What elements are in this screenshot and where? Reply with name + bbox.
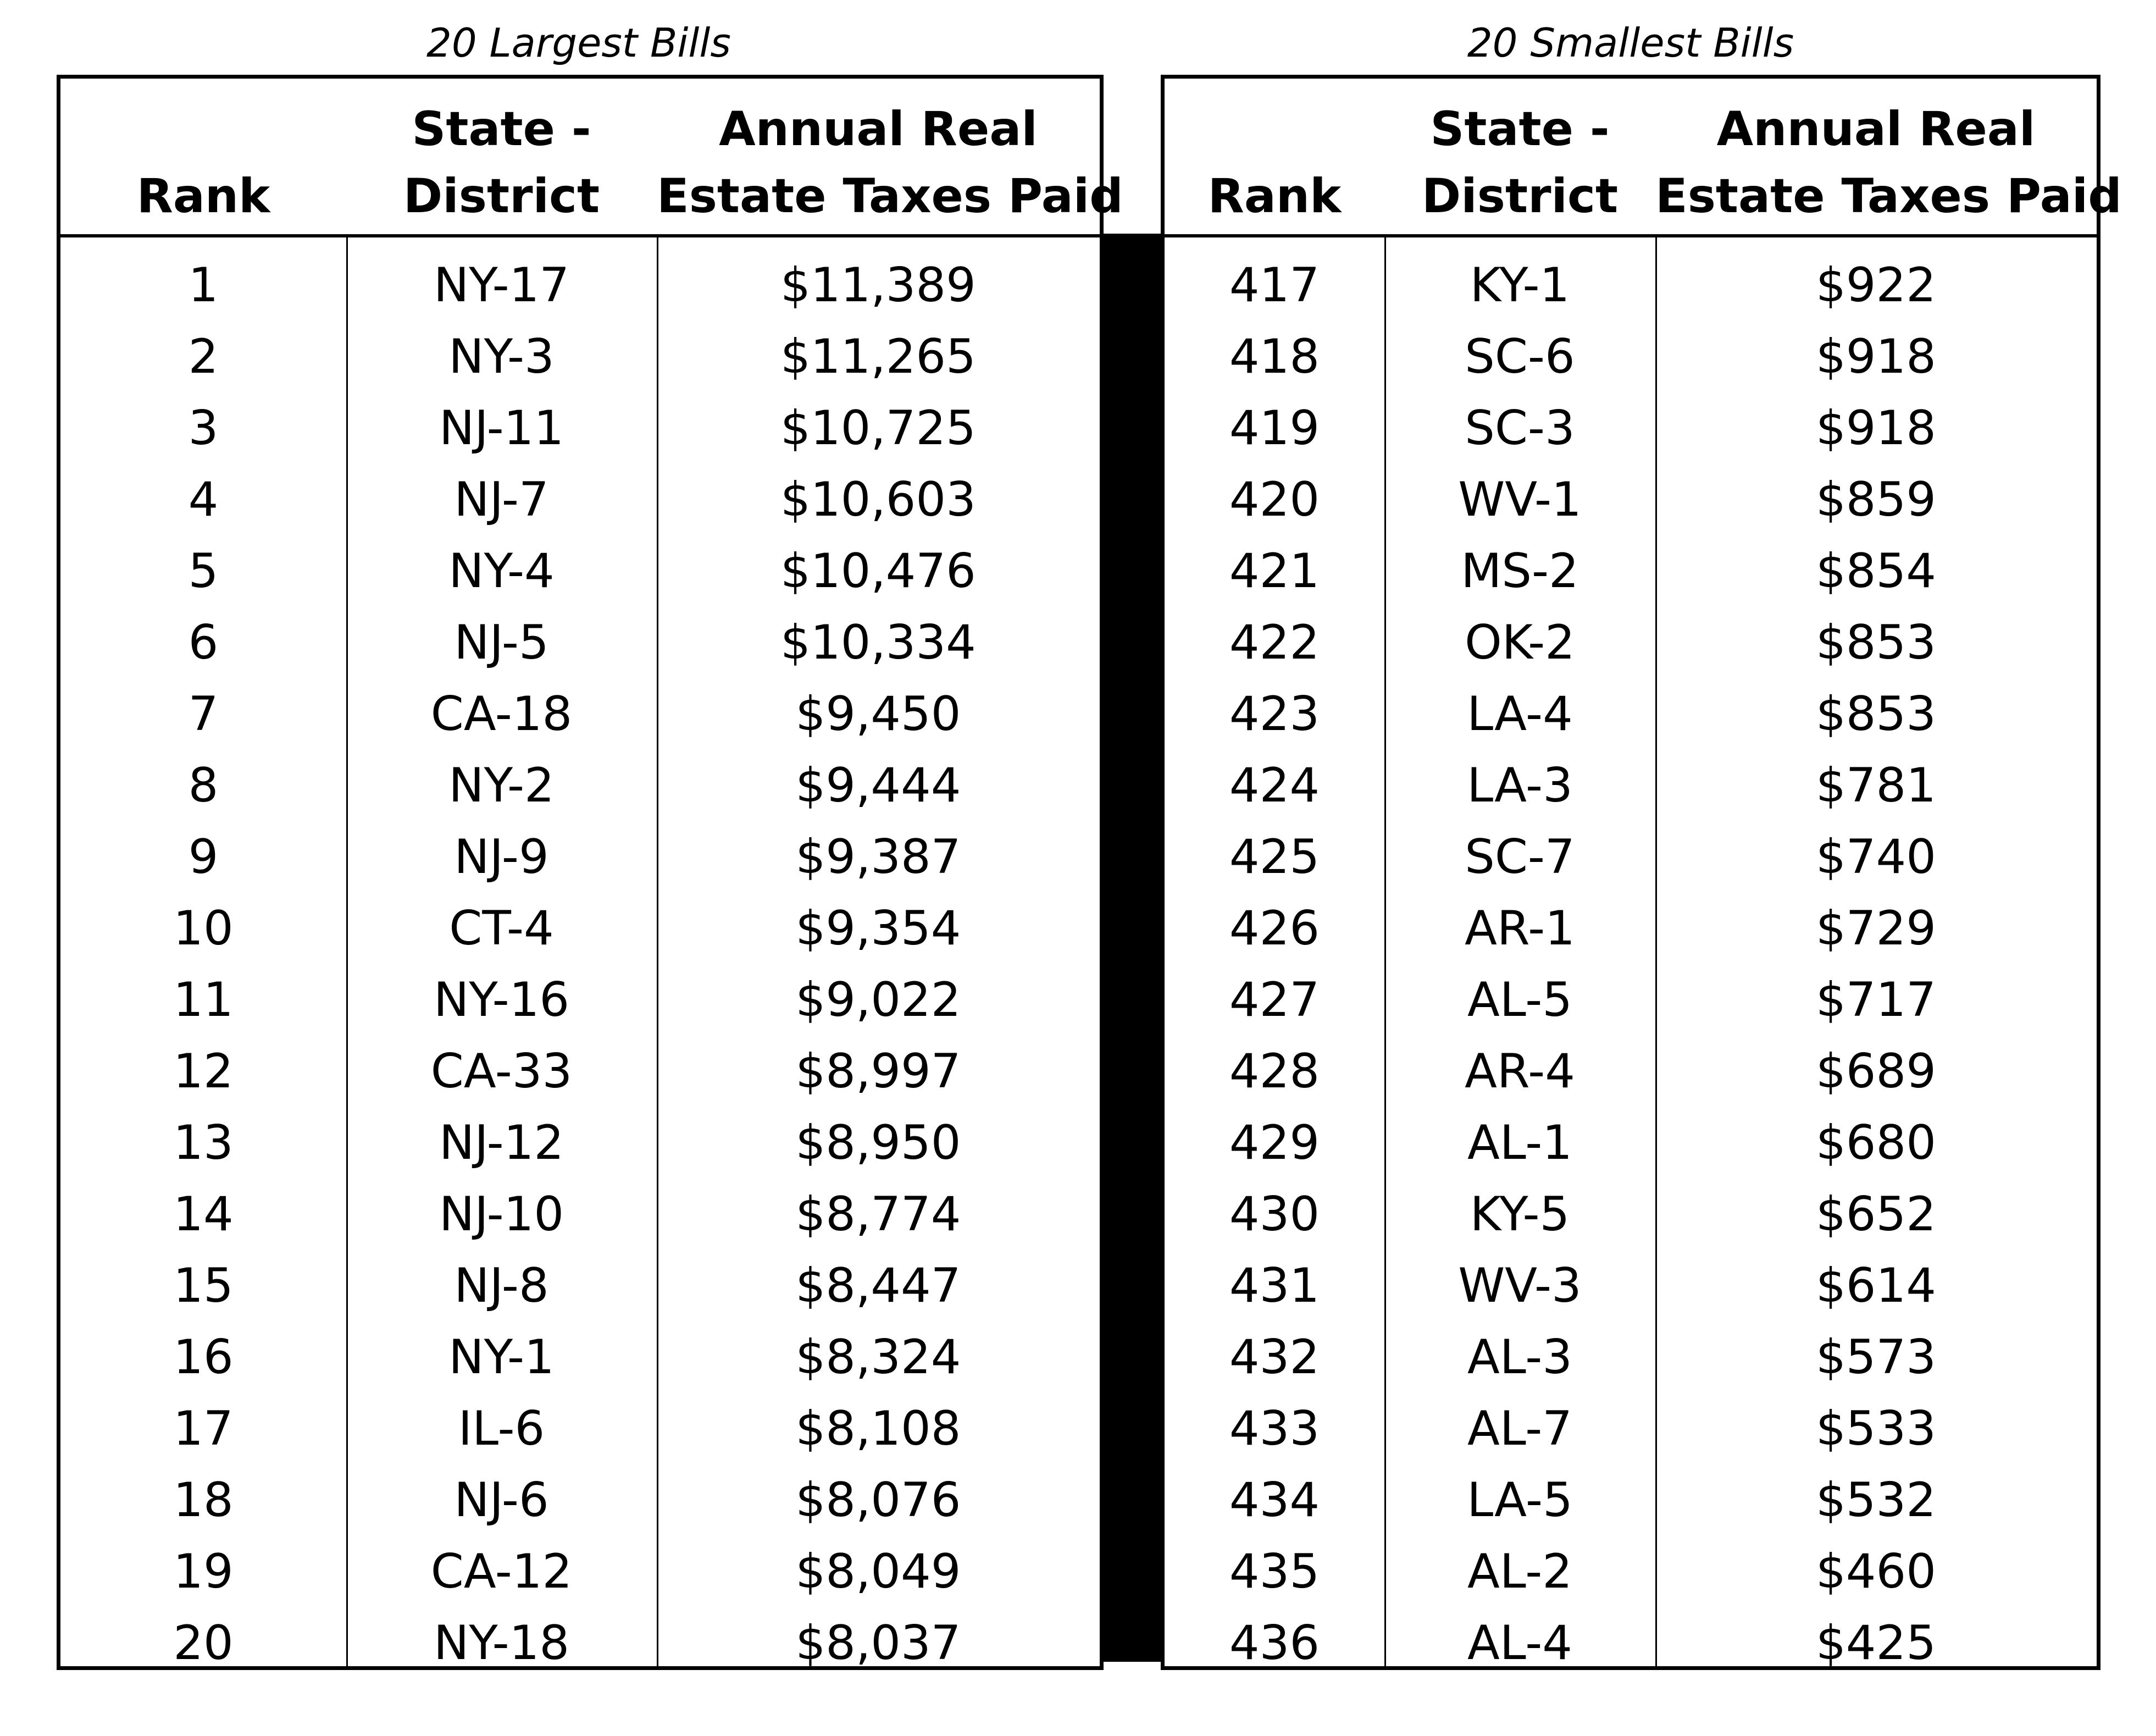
- table-separator-bar: [1104, 234, 1161, 1662]
- taxes-cell: $853: [1816, 615, 1936, 670]
- table-row: [1165, 1393, 2097, 1464]
- table-row: [60, 464, 1100, 535]
- district-cell: CA-18: [430, 687, 573, 742]
- district-cell: AL-4: [1467, 1616, 1572, 1671]
- largest-table-header: [60, 79, 1123, 237]
- taxes-cell: $614: [1816, 1258, 1936, 1313]
- rank-cell: 434: [1229, 1473, 1320, 1528]
- table-row: [1165, 1464, 2097, 1536]
- taxes-cell: $8,108: [795, 1401, 961, 1456]
- taxes-cell: $10,603: [780, 472, 976, 527]
- rank-cell: 17: [173, 1401, 234, 1456]
- taxes-cell: $853: [1816, 687, 1936, 742]
- rank-cell: 3: [188, 401, 219, 456]
- taxes-cell: $9,444: [795, 758, 961, 813]
- district-cell: AL-2: [1467, 1544, 1572, 1599]
- rank-cell: 9: [188, 830, 219, 884]
- largest-bills-caption: 20 Largest Bills: [426, 20, 731, 66]
- table-row: [60, 1036, 1100, 1107]
- table-row: [1165, 1536, 2097, 1607]
- rank-cell: 7: [188, 687, 219, 742]
- district-cell: CA-33: [430, 1044, 573, 1099]
- table-row: [1165, 250, 2097, 321]
- taxes-cell: $573: [1816, 1330, 1936, 1385]
- rank-header-label: Rank: [136, 169, 270, 224]
- district-cell: NJ-10: [439, 1187, 564, 1242]
- taxes-cell: $10,334: [780, 615, 976, 670]
- taxes-cell: $922: [1816, 258, 1936, 313]
- district-cell: NJ-12: [439, 1115, 564, 1170]
- district-header: [1384, 79, 1655, 234]
- rank-cell: 432: [1229, 1330, 1320, 1385]
- table-row: [60, 1250, 1100, 1322]
- taxes-cell: $9,387: [795, 830, 961, 884]
- taxes-cell: $781: [1816, 758, 1936, 813]
- table-row: [1165, 321, 2097, 392]
- rank-cell: 6: [188, 615, 219, 670]
- district-cell: NJ-9: [454, 830, 549, 884]
- rank-cell: 431: [1229, 1258, 1320, 1313]
- table-row: [1165, 1322, 2097, 1393]
- table-row: [60, 321, 1100, 392]
- table-row: [60, 392, 1100, 464]
- taxes-cell: $532: [1816, 1473, 1936, 1528]
- smallest-table-header: [1165, 79, 2122, 237]
- district-header-line1: State -: [412, 102, 591, 157]
- table-row: [60, 893, 1100, 964]
- taxes-cell: $11,265: [780, 329, 976, 384]
- largest-bills-table: [57, 75, 1123, 1671]
- rank-cell: 433: [1229, 1401, 1320, 1456]
- district-cell: AL-7: [1467, 1401, 1572, 1456]
- table-row: [1165, 392, 2097, 464]
- district-cell: NY-17: [433, 258, 570, 313]
- table-row: [1165, 750, 2097, 821]
- taxes-header: [657, 79, 1123, 234]
- table-row: [60, 750, 1100, 821]
- rank-cell: 18: [173, 1473, 234, 1528]
- rank-cell: 421: [1229, 544, 1320, 599]
- smallest-bills-caption: 20 Smallest Bills: [1467, 20, 1794, 66]
- table-row: [60, 1464, 1100, 1536]
- taxes-cell: $8,447: [795, 1258, 961, 1313]
- district-cell: AL-1: [1467, 1115, 1572, 1170]
- table-row: [1165, 607, 2097, 678]
- district-header-line2: District: [1421, 169, 1619, 224]
- taxes-cell: $918: [1816, 329, 1936, 384]
- rank-header-label: Rank: [1207, 169, 1342, 224]
- district-cell: AL-5: [1467, 972, 1572, 1027]
- taxes-cell: $533: [1816, 1401, 1936, 1456]
- district-cell: NY-16: [433, 972, 570, 1027]
- district-cell: KY-5: [1470, 1187, 1570, 1242]
- rank-cell: 14: [173, 1187, 234, 1242]
- table-row: [1165, 1179, 2097, 1250]
- district-cell: CT-4: [449, 901, 554, 956]
- table-row: [60, 1607, 1100, 1679]
- district-cell: NY-3: [448, 329, 555, 384]
- table-row: [1165, 1607, 2097, 1679]
- district-cell: NY-2: [448, 758, 555, 813]
- table-row: [1165, 964, 2097, 1036]
- taxes-cell: $8,076: [795, 1473, 961, 1528]
- rank-cell: 426: [1229, 901, 1320, 956]
- rank-cell: 8: [188, 758, 219, 813]
- district-cell: OK-2: [1465, 615, 1575, 670]
- taxes-cell: $918: [1816, 401, 1936, 456]
- rank-cell: 436: [1229, 1616, 1320, 1671]
- rank-cell: 417: [1229, 258, 1320, 313]
- taxes-cell: $9,450: [795, 687, 961, 742]
- rank-cell: 2: [188, 329, 219, 384]
- district-cell: NJ-7: [454, 472, 549, 527]
- rank-cell: 419: [1229, 401, 1320, 456]
- taxes-header-line2: Estate Taxes Paid: [1655, 169, 2122, 224]
- taxes-cell: $8,049: [795, 1544, 961, 1599]
- taxes-cell: $859: [1816, 472, 1936, 527]
- rank-cell: 430: [1229, 1187, 1320, 1242]
- taxes-cell: $8,950: [795, 1115, 961, 1170]
- district-cell: NJ-6: [454, 1473, 549, 1528]
- table-row: [1165, 535, 2097, 607]
- taxes-cell: $460: [1816, 1544, 1936, 1599]
- taxes-cell: $8,997: [795, 1044, 961, 1099]
- largest-table-body: [60, 250, 1100, 1679]
- table-row: [60, 1322, 1100, 1393]
- district-cell: NJ-11: [439, 401, 564, 456]
- taxes-cell: $854: [1816, 544, 1936, 599]
- rank-cell: 12: [173, 1044, 234, 1099]
- table-row: [60, 1107, 1100, 1179]
- taxes-header-line1: Annual Real: [1716, 102, 2036, 157]
- taxes-cell: $8,037: [795, 1616, 961, 1671]
- district-cell: SC-6: [1465, 329, 1575, 384]
- table-row: [1165, 1036, 2097, 1107]
- taxes-cell: $11,389: [780, 258, 976, 313]
- taxes-cell: $729: [1816, 901, 1936, 956]
- rank-cell: 19: [173, 1544, 234, 1599]
- rank-cell: 1: [188, 258, 219, 313]
- rank-cell: 5: [188, 544, 219, 599]
- taxes-cell: $425: [1816, 1616, 1936, 1671]
- district-cell: AR-4: [1465, 1044, 1575, 1099]
- table-row: [60, 1536, 1100, 1607]
- rank-cell: 425: [1229, 830, 1320, 884]
- table-row: [1165, 678, 2097, 750]
- district-cell: LA-3: [1467, 758, 1573, 813]
- rank-cell: 13: [173, 1115, 234, 1170]
- rank-cell: 429: [1229, 1115, 1320, 1170]
- table-row: [1165, 1107, 2097, 1179]
- district-cell: SC-3: [1465, 401, 1575, 456]
- taxes-header-line2: Estate Taxes Paid: [657, 169, 1123, 224]
- district-cell: CA-12: [430, 1544, 573, 1599]
- table-row: [1165, 893, 2097, 964]
- rank-cell: 423: [1229, 687, 1320, 742]
- taxes-cell: $652: [1816, 1187, 1936, 1242]
- table-row: [60, 1393, 1100, 1464]
- rank-cell: 418: [1229, 329, 1320, 384]
- table-row: [60, 821, 1100, 893]
- district-cell: LA-4: [1467, 687, 1573, 742]
- taxes-cell: $8,774: [795, 1187, 961, 1242]
- smallest-bills-table: [1161, 75, 2122, 1671]
- district-cell: NY-4: [448, 544, 555, 599]
- taxes-cell: $10,476: [780, 544, 976, 599]
- taxes-cell: $680: [1816, 1115, 1936, 1170]
- table-row: [60, 1179, 1100, 1250]
- rank-cell: 428: [1229, 1044, 1320, 1099]
- rank-cell: 16: [173, 1330, 234, 1385]
- district-cell: WV-3: [1458, 1258, 1582, 1313]
- district-cell: AL-3: [1467, 1330, 1572, 1385]
- district-cell: KY-1: [1470, 258, 1570, 313]
- rank-header: [60, 79, 346, 234]
- district-cell: MS-2: [1461, 544, 1579, 599]
- taxes-cell: $717: [1816, 972, 1936, 1027]
- district-header-line1: State -: [1430, 102, 1610, 157]
- table-row: [1165, 1250, 2097, 1322]
- district-cell: AR-1: [1465, 901, 1575, 956]
- taxes-cell: $9,354: [795, 901, 961, 956]
- rank-header: [1165, 79, 1384, 234]
- district-cell: NY-18: [433, 1616, 570, 1671]
- table-row: [1165, 821, 2097, 893]
- district-cell: NY-1: [448, 1330, 555, 1385]
- district-header: [346, 79, 657, 234]
- district-cell: LA-5: [1467, 1473, 1573, 1528]
- district-cell: NJ-8: [454, 1258, 549, 1313]
- table-row: [60, 678, 1100, 750]
- rank-cell: 10: [173, 901, 234, 956]
- rank-cell: 11: [173, 972, 234, 1027]
- rank-cell: 4: [188, 472, 219, 527]
- smallest-table-body: [1165, 250, 2097, 1679]
- taxes-cell: $8,324: [795, 1330, 961, 1385]
- rank-cell: 20: [173, 1616, 234, 1671]
- table-row: [1165, 464, 2097, 535]
- rank-cell: 420: [1229, 472, 1320, 527]
- rank-cell: 422: [1229, 615, 1320, 670]
- district-cell: NJ-5: [454, 615, 549, 670]
- table-row: [60, 535, 1100, 607]
- rank-cell: 435: [1229, 1544, 1320, 1599]
- rank-cell: 424: [1229, 758, 1320, 813]
- taxes-cell: $10,725: [780, 401, 976, 456]
- rank-cell: 15: [173, 1258, 234, 1313]
- taxes-header: [1655, 79, 2122, 234]
- table-row: [60, 607, 1100, 678]
- table-row: [60, 250, 1100, 321]
- taxes-cell: $9,022: [795, 972, 961, 1027]
- district-cell: SC-7: [1465, 830, 1575, 884]
- taxes-header-line1: Annual Real: [719, 102, 1038, 157]
- table-row: [60, 964, 1100, 1036]
- district-cell: WV-1: [1458, 472, 1582, 527]
- district-cell: IL-6: [458, 1401, 545, 1456]
- taxes-cell: $740: [1816, 830, 1936, 884]
- taxes-cell: $689: [1816, 1044, 1936, 1099]
- district-header-line2: District: [403, 169, 600, 224]
- rank-cell: 427: [1229, 972, 1320, 1027]
